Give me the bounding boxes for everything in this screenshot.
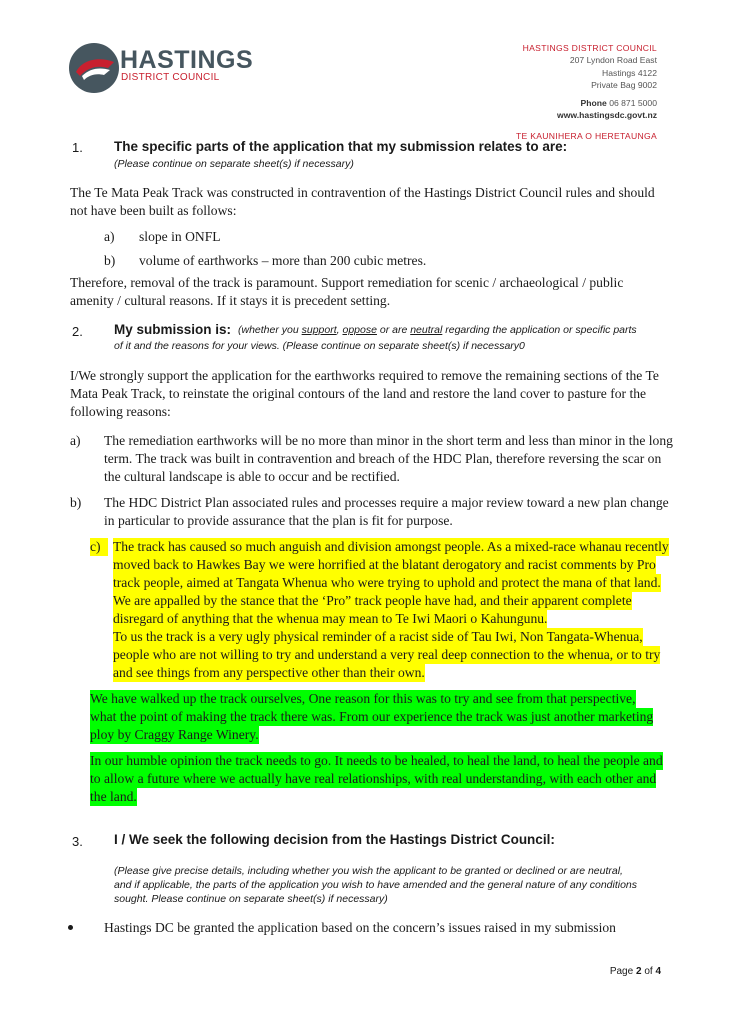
section-2-number: 2. xyxy=(72,324,83,339)
bullet-icon xyxy=(68,925,73,930)
phone-label: Phone xyxy=(580,98,607,109)
reason-c-marker: c) xyxy=(90,538,108,556)
section-1-number: 1. xyxy=(72,140,83,155)
phone-number: 06 871 5000 xyxy=(609,98,657,109)
reason-a-line: term. The track was built in contravention and breach of the HDC Plan, therefore reversing the scar on xyxy=(104,451,662,466)
hastings-logo-icon xyxy=(68,42,120,94)
section-3-note-line: (Please give precise details, including whether you wish the applicant to be granted or declined or are neutral, xyxy=(114,865,623,877)
section-2-intro-line: I/We strongly support the application for the earthworks required to remove the remaining sections of the Te xyxy=(70,368,659,383)
decision-bullet-text: Hastings DC be granted the application based on the concern’s issues raised in my submission xyxy=(104,920,616,935)
reason-a-marker: a) xyxy=(70,433,81,448)
section-3-title: I / We seek the following decision from the Hastings District Council: xyxy=(114,832,555,847)
green-paragraph-1-line: ploy by Craggy Range Winery. xyxy=(90,727,259,742)
green-paragraph-2-line: the land. xyxy=(90,789,137,804)
list-item: slope in ONFL xyxy=(139,229,221,244)
section-2-intro-line: following reasons: xyxy=(70,404,171,419)
reason-a-line: the cultural landscape is able to occur and be rectified. xyxy=(104,469,400,484)
address-phone xyxy=(523,97,657,109)
reason-c-line: To us the track is a very ugly physical reminder of a racist side of Tau Iwi, Non Tangata-Whenua, xyxy=(113,629,643,644)
section-1-intro-line-2: not have been built as follows: xyxy=(70,203,237,218)
section-3-number: 3. xyxy=(72,834,83,849)
green-paragraph-2-line: to allow a future where we actually have real relationships, with real understanding, with each other and xyxy=(90,771,657,786)
section-3-note-line: and if applicable, the parts of the application you wish to have amended and the general nature of any conditions xyxy=(114,879,638,891)
green-paragraph-2-line: In our humble opinion the track needs to go. It needs to be healed, to heal the land, to heal the people and xyxy=(90,753,663,768)
page-number: Page 2 of 4 xyxy=(609,966,661,977)
reason-b-line: The HDC District Plan associated rules and processes require a major review toward a new plan change xyxy=(104,495,669,510)
reason-c-line: We are appalled by the stance that the ‘Pro” track people have had, and their apparent complete xyxy=(113,593,632,608)
council-website[interactable]: www.hastingsdc.govt.nz xyxy=(557,110,657,121)
address-council-name: HASTINGS DISTRICT COUNCIL xyxy=(522,43,657,53)
section-1-note: (Please continue on separate sheet(s) if necessary) xyxy=(114,158,354,170)
list-marker: a) xyxy=(104,229,115,244)
reason-b-marker: b) xyxy=(70,495,82,510)
reason-c-line: moved back to Hawkes Bay we were horrified at the blatant derogatory and racist comments by Pro xyxy=(113,557,656,572)
section-2-intro-line: Mata Peak Track, to reinstate the original contours of the land and restore the land cover to pasture for the xyxy=(70,386,647,401)
section-3-note-line: sought. Please continue on separate sheet(s) if necessary) xyxy=(114,893,388,905)
list-marker: b) xyxy=(104,253,116,268)
reason-c-line: The track has caused so much anguish and division amongst people. As a mixed-race whanau recently xyxy=(113,539,669,554)
section-1-conclusion-line-1: Therefore, removal of the track is paramount. Support remediation for scenic / archaeological / public xyxy=(70,275,624,290)
reason-b-line: in particular to provide assurance that the plan is fit for purpose. xyxy=(104,513,453,528)
address-po-box: Private Bag 9002 xyxy=(591,79,657,90)
reason-c-line: people who are not willing to try and understand a very real deep connection to the whenua, or to try xyxy=(113,647,661,662)
green-paragraph-1-line: what the point of making the track there was. From our experience the track was just another marketing xyxy=(90,709,654,724)
council-address-block xyxy=(523,42,657,122)
logo-wordmark: HASTINGS xyxy=(120,46,254,74)
section-2-note-line-1: (whether you support, oppose or are neutral regarding the application or specific parts xyxy=(238,324,637,336)
reason-c-line: and see things from any perspective other than their own. xyxy=(113,665,425,680)
section-1-intro-line-1: The Te Mata Peak Track was constructed in contravention of the Hastings District Council rules and should xyxy=(70,185,655,200)
green-paragraph-1-line: We have walked up the track ourselves, One reason for this was to try and see from that perspective, xyxy=(90,691,636,706)
maori-council-name: TE KAUNIHERA O HERETAUNGA xyxy=(515,131,657,141)
address-street: 207 Lyndon Road East xyxy=(569,55,657,66)
list-item: volume of earthworks – more than 200 cubic metres. xyxy=(139,253,427,268)
section-1-title: The specific parts of the application that my submission relates to are: xyxy=(114,139,568,154)
reason-c-line: disregard of anything that the whenua may mean to Te Iwi Maori o Kahungunu. xyxy=(113,611,548,626)
reason-c-line: track people, aimed at Tangata Whenua who were trying to uphold and protect the mana of that land. xyxy=(113,575,661,590)
section-2-title: My submission is: xyxy=(114,322,232,337)
address-city: Hastings 4122 xyxy=(602,67,657,78)
logo-subtitle: DISTRICT COUNCIL xyxy=(121,72,220,83)
reason-a-line: The remediation earthworks will be no more than minor in the short term and less than minor in the long xyxy=(104,433,673,448)
section-2-note-line-2: of it and the reasons for your views. (Please continue on separate sheet(s) if necessary0 xyxy=(114,340,525,352)
section-1-conclusion-line-2: amenity / cultural reasons. If it stays it is precedent setting. xyxy=(70,293,391,308)
